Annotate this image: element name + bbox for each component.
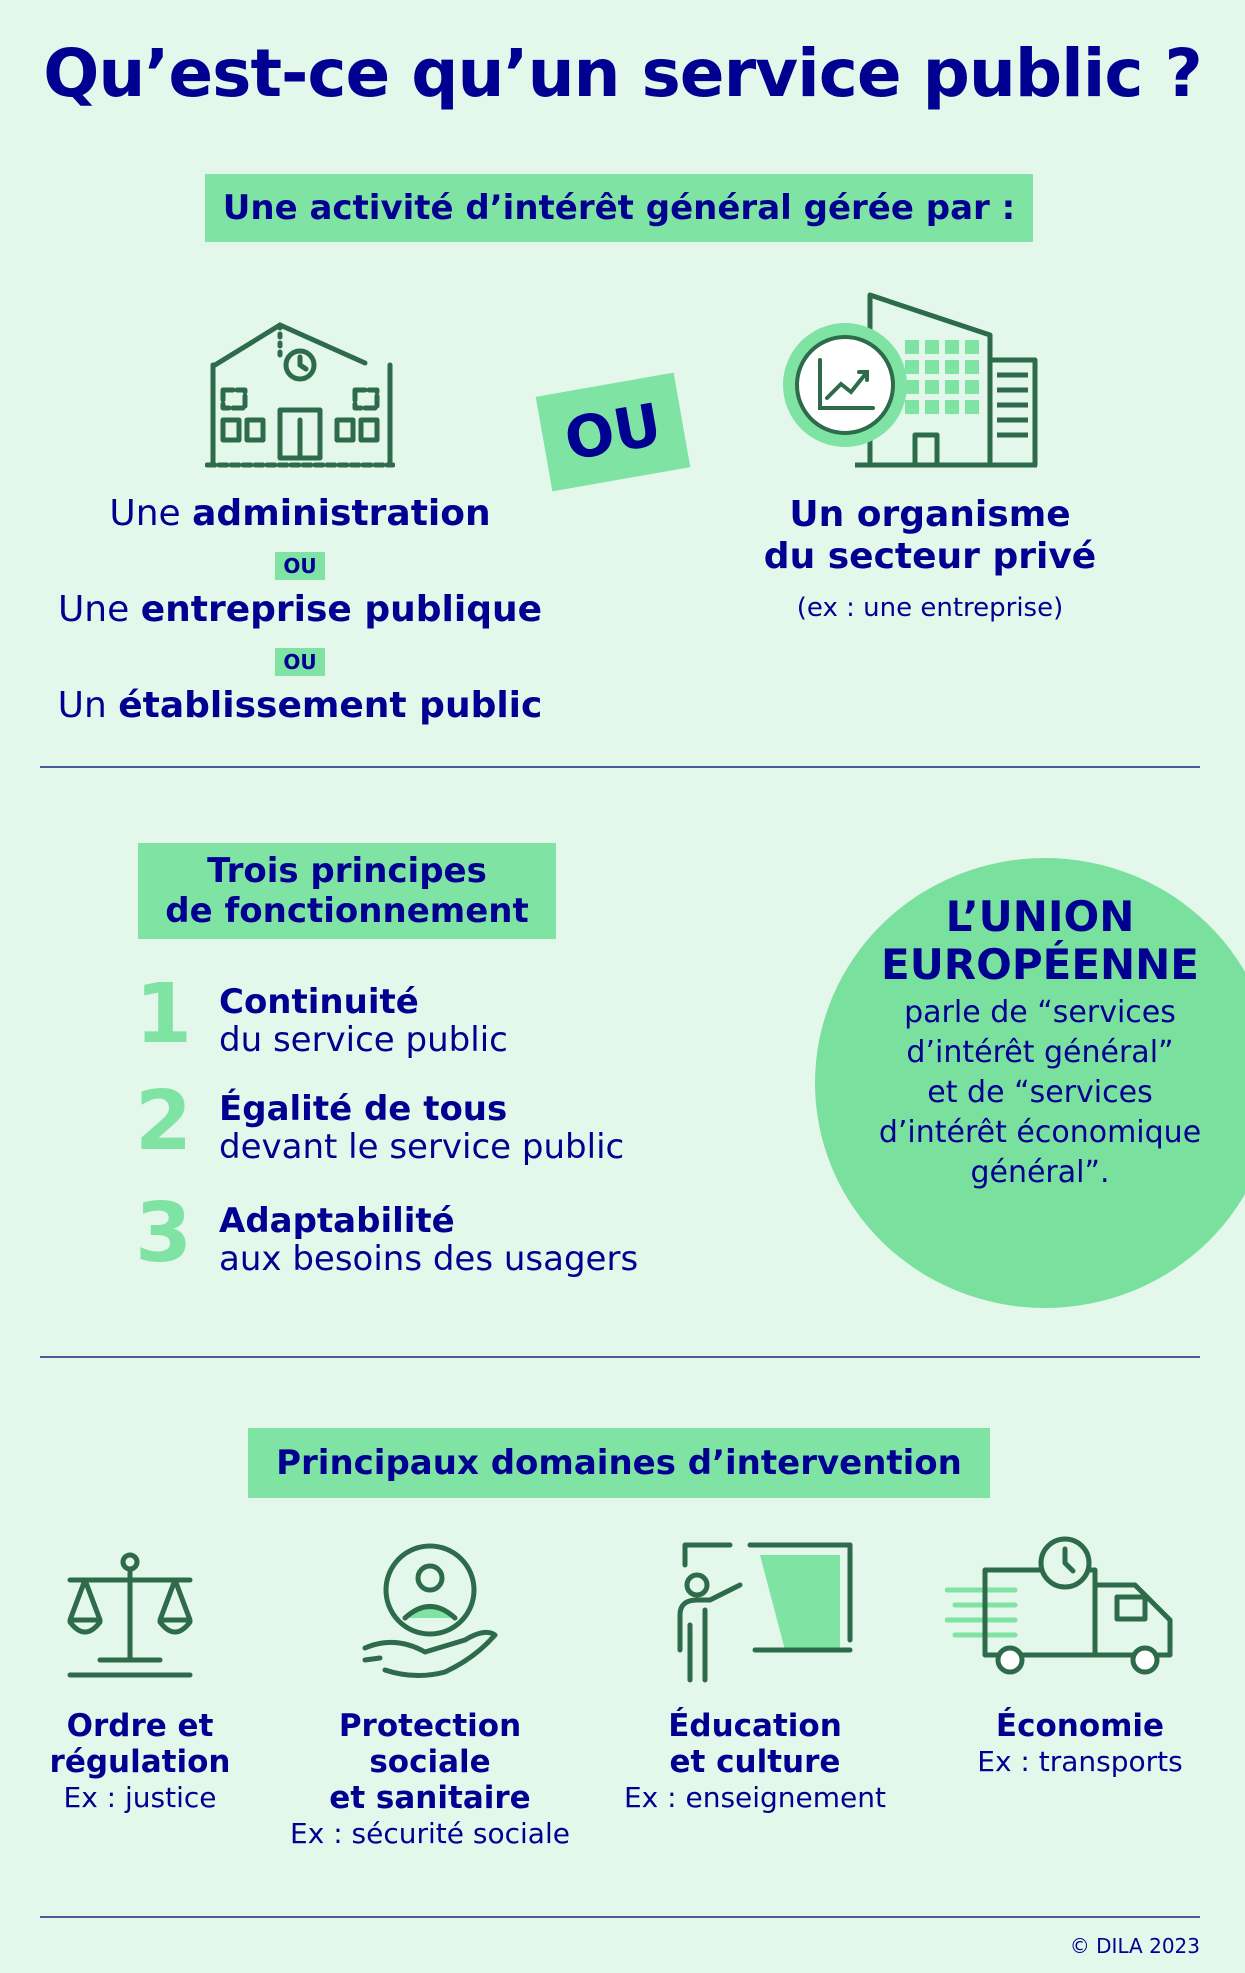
left-managers xyxy=(40,492,560,728)
domain-title: Protection xyxy=(338,1708,522,1744)
domain-item xyxy=(610,1708,900,1816)
manager-public-establishment: Un établissement public xyxy=(57,685,543,726)
private-company-icon xyxy=(775,290,1045,470)
principle-title: Adaptabilité xyxy=(219,1201,455,1241)
private-org-line1: Un organisme xyxy=(789,494,1071,535)
managed-by-heading: Une activité d’intérêt général gérée par : xyxy=(205,174,1033,242)
copyright-footer: © DILA 2023 xyxy=(1069,1934,1200,1958)
or-label-2: OU xyxy=(275,648,324,676)
divider-1 xyxy=(40,766,1200,768)
divider-3 xyxy=(40,1916,1200,1918)
eu-body-line: d’intérêt général” xyxy=(906,1035,1174,1070)
domain-title: Économie xyxy=(995,1708,1165,1744)
principle-number: 2 xyxy=(135,1074,193,1169)
private-org-example: (ex : une entreprise) xyxy=(796,593,1064,623)
or-label-1: OU xyxy=(275,552,324,580)
domain-example: Ex : sécurité sociale xyxy=(290,1817,570,1850)
domain-title: et culture xyxy=(669,1744,841,1780)
domain-item xyxy=(25,1708,255,1816)
delivery-truck-icon xyxy=(945,1535,1175,1685)
domain-title: et sanitaire xyxy=(329,1780,531,1816)
domain-item xyxy=(955,1708,1205,1780)
domain-example: Ex : justice xyxy=(63,1781,217,1814)
principle-text: aux besoins des usagers xyxy=(219,1239,639,1279)
principle-number: 1 xyxy=(135,967,193,1062)
domain-example: Ex : transports xyxy=(977,1745,1183,1778)
principle-text: devant le service public xyxy=(219,1127,625,1167)
hand-person-icon xyxy=(355,1540,505,1690)
domain-example: Ex : enseignement xyxy=(623,1781,887,1814)
eu-body-line: général”. xyxy=(970,1155,1110,1190)
principle-title: Continuité xyxy=(219,982,419,1022)
right-managers xyxy=(730,494,1130,630)
divider-2 xyxy=(40,1356,1200,1358)
principle-title: Égalité de tous xyxy=(219,1089,508,1129)
center-or-badge: OU xyxy=(536,373,691,492)
domain-title: régulation xyxy=(49,1744,231,1780)
eu-body-line: d’intérêt économique xyxy=(878,1115,1202,1150)
principles-heading: Trois principes de fonctionnement xyxy=(138,843,556,939)
manager-administration: Une administration xyxy=(109,493,491,534)
page-title: Qu’est-ce qu’un service public ? xyxy=(43,35,1202,112)
domain-title: sociale xyxy=(369,1744,491,1780)
eu-body-line: parle de “services xyxy=(904,995,1176,1030)
domain-title: Ordre et xyxy=(66,1708,214,1744)
scales-icon xyxy=(60,1550,200,1685)
principle-number: 3 xyxy=(135,1186,193,1281)
private-org-line2: du secteur privé xyxy=(763,536,1097,577)
teacher-board-icon xyxy=(665,1540,855,1690)
manager-public-company: Une entreprise publique xyxy=(57,589,543,630)
eu-body-line: et de “services xyxy=(927,1075,1153,1110)
domain-item xyxy=(280,1708,580,1852)
eu-title-line1: L’UNION xyxy=(945,892,1135,941)
eu-title-line2: EUROPÉENNE xyxy=(881,940,1199,989)
domain-title: Éducation xyxy=(668,1708,842,1744)
eu-block xyxy=(840,893,1240,1193)
domains-heading: Principaux domaines d’intervention xyxy=(248,1428,990,1498)
principle-text: du service public xyxy=(219,1020,508,1060)
public-building-icon xyxy=(205,315,395,475)
